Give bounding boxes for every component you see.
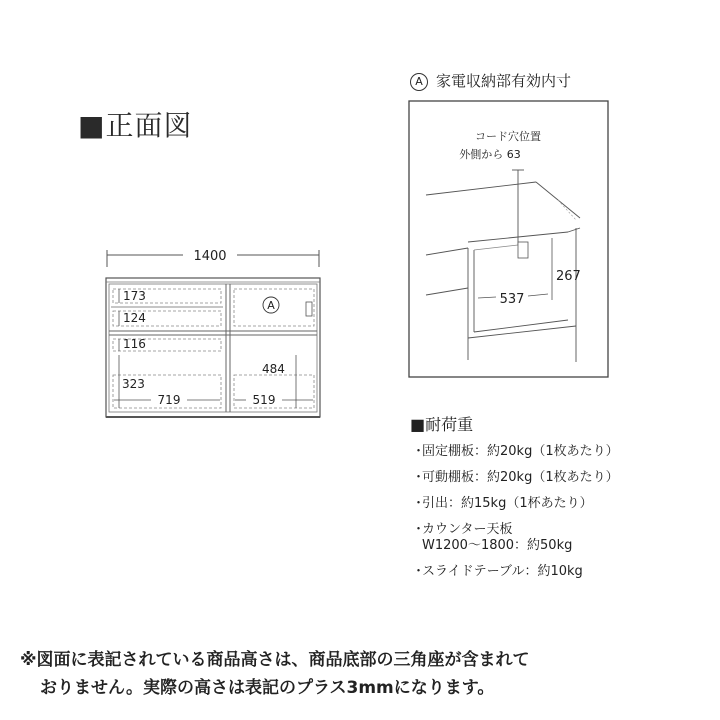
- bullet: ・: [412, 444, 426, 459]
- top-back-edge: [426, 182, 536, 195]
- shelf-edge-left: [426, 248, 468, 255]
- cord-note-line2: 外側から 63: [459, 148, 521, 161]
- cavity-bottom: [474, 320, 568, 332]
- footnote-line2: おりません。実際の高さは表記のプラス3mmになります。: [40, 678, 495, 698]
- panel-label-text: 家電収納部有効内寸: [436, 72, 572, 90]
- dim-537-line-left: [478, 297, 496, 298]
- dim-484: 484: [262, 362, 285, 376]
- footnote-line1: ※図面に表記されている商品高さは、商品底部の三角座が含まれて: [20, 650, 530, 670]
- panel-marker: A: [410, 73, 428, 91]
- load-item-drawer: 引出：約15kg（1杯あたり）: [422, 496, 593, 511]
- cord-note-line1: コード穴位置: [475, 130, 541, 143]
- dim-173: 173: [123, 289, 146, 303]
- drawer-edge-left: [426, 288, 468, 295]
- list-item: [412, 444, 619, 460]
- dim-323: 323: [122, 377, 145, 391]
- bullet: ・: [412, 522, 426, 537]
- dim-116: 116: [123, 337, 146, 351]
- bullet: ・: [412, 564, 426, 579]
- list-item: [412, 564, 619, 580]
- dim-267: 267: [556, 269, 581, 284]
- width-label: 1400: [193, 249, 227, 264]
- front-marker-letter: A: [267, 299, 275, 312]
- load-item-slide-table: スライドテーブル：約10kg: [422, 564, 583, 579]
- list-item: [412, 496, 619, 512]
- load-capacity-title-text: ■耐荷重: [410, 415, 474, 434]
- load-item-counter: カウンター天板: [422, 522, 513, 537]
- cord-hole-detail: [518, 242, 528, 258]
- front-top-rail-right: [568, 228, 580, 232]
- dim-719: 719: [157, 393, 181, 407]
- front-view-diagram: [95, 245, 330, 430]
- load-capacity-list: [412, 444, 619, 590]
- load-item-counter-detail: W1200〜1800：約50kg: [422, 538, 573, 553]
- dim-537: 537: [499, 292, 525, 307]
- dim-537-line-right: [528, 294, 548, 296]
- front-view-title: [78, 104, 192, 144]
- load-item-fixed-shelf: 固定棚板：約20kg（1枚あたり）: [422, 444, 619, 459]
- cavity-top: [474, 245, 518, 250]
- appliance-panel-diagram: [408, 100, 610, 380]
- cord-hole: [306, 302, 312, 316]
- bullet: ・: [412, 496, 426, 511]
- load-item-movable-shelf: 可動棚板：約20kg（1枚あたり）: [422, 470, 619, 485]
- list-item: [412, 470, 619, 486]
- bullet: ・: [412, 470, 426, 485]
- appliance-panel-label: [410, 70, 571, 91]
- footnote: [20, 646, 710, 702]
- front-bottom-rail: [468, 326, 576, 338]
- dim-519: 519: [252, 393, 276, 407]
- list-item: [412, 522, 619, 554]
- front-view-title-text: ■正面図: [78, 109, 193, 142]
- dim-124: 124: [123, 311, 146, 325]
- load-capacity-title: [410, 412, 473, 435]
- top-right-hatch: [558, 200, 576, 220]
